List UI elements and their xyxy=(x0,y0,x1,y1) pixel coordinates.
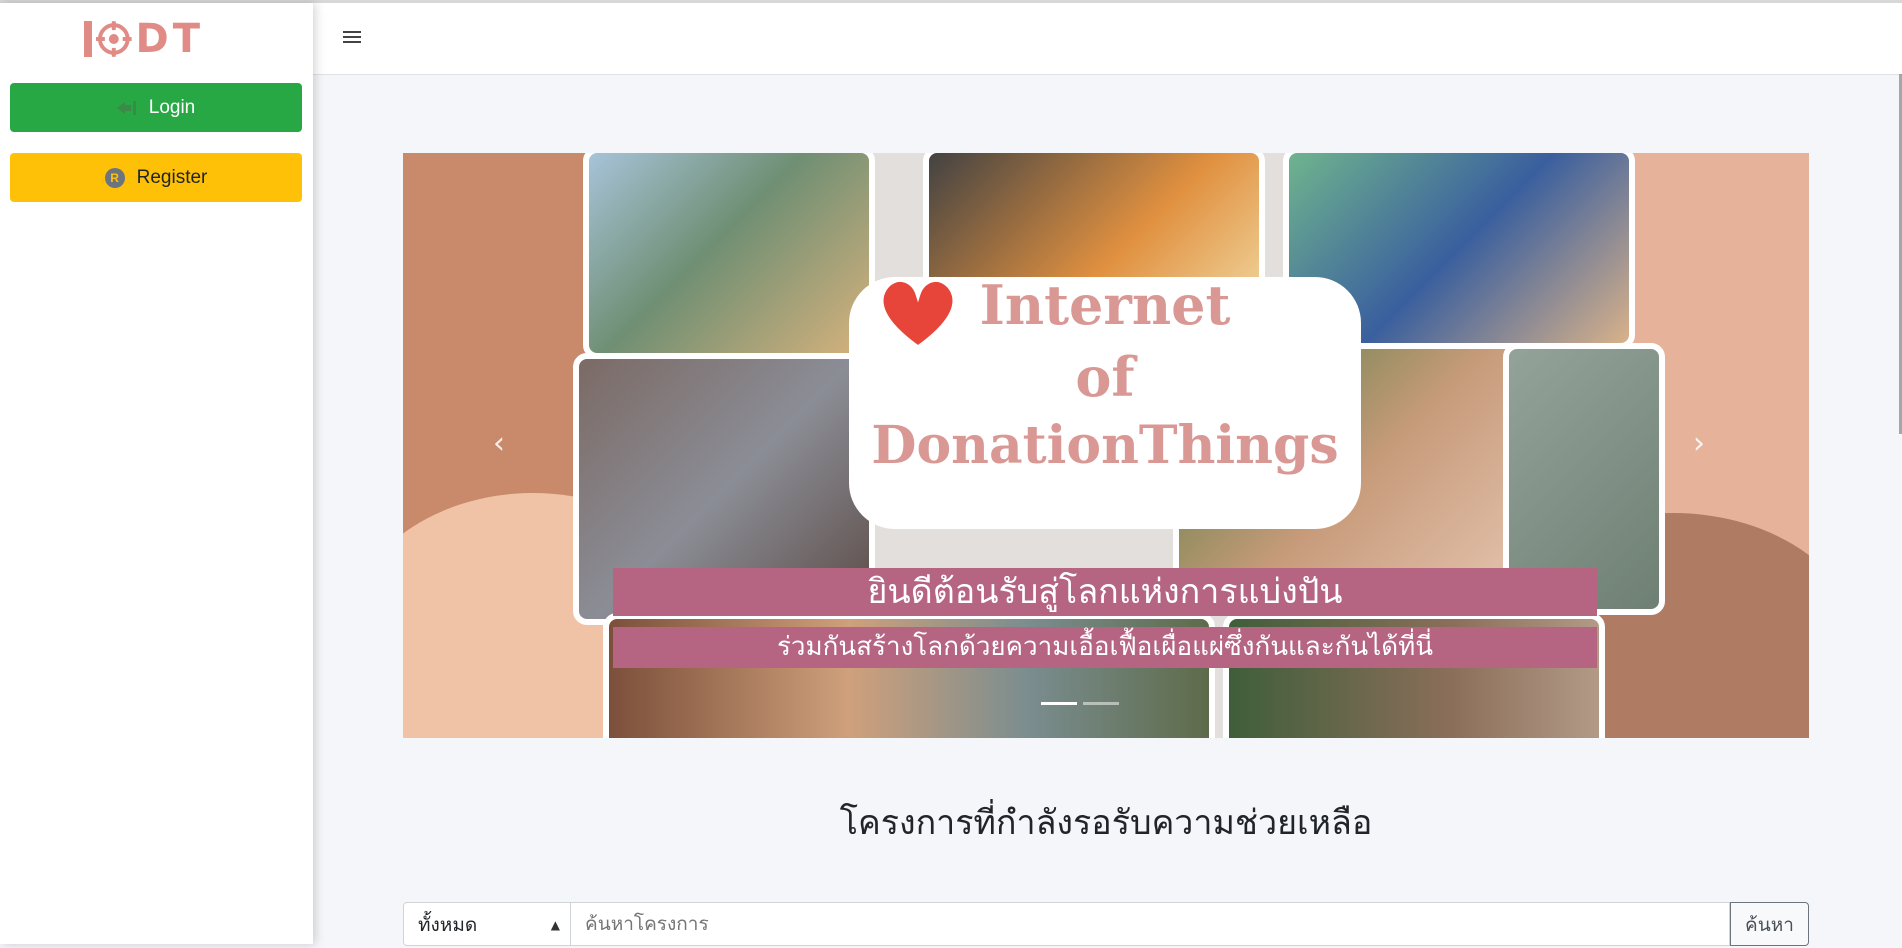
search-input[interactable] xyxy=(571,902,1730,946)
logo-i-bar xyxy=(84,21,92,57)
collage-photo xyxy=(583,153,875,359)
category-select[interactable] xyxy=(403,902,571,946)
logo-text: DT xyxy=(135,16,204,62)
registered-icon: R xyxy=(105,168,125,188)
search-button[interactable]: ค้นหา xyxy=(1730,902,1809,946)
banner-title-line-2: of xyxy=(1075,345,1135,409)
login-icon xyxy=(117,101,137,115)
register-button[interactable] xyxy=(10,153,302,202)
select-arrows-icon: ▲ xyxy=(550,918,560,932)
register-label: Register xyxy=(136,166,208,188)
menu-toggle-icon[interactable] xyxy=(343,28,363,48)
top-navbar xyxy=(313,3,1902,75)
section-title: โครงการที่กำลังรอรับความช่วยเหลือ xyxy=(839,803,1373,843)
login-button[interactable] xyxy=(10,83,302,132)
carousel-caption-subtitle: ร่วมกันสร้างโลกด้วยความเอื้อเฟื้อเผื่อแผ่ซึ่งกันและกันได้ที่นี่ xyxy=(613,627,1597,668)
carousel-caption-title: ยินดีต้อนรับสู่โลกแห่งการแบ่งปัน xyxy=(613,568,1597,616)
project-search-bar xyxy=(403,902,1809,948)
carousel-indicator-active[interactable] xyxy=(1041,702,1077,705)
logo-target-icon xyxy=(96,21,132,57)
carousel-next-icon[interactable]: › xyxy=(1693,426,1705,461)
heart-icon xyxy=(873,268,963,358)
brand-logo[interactable] xyxy=(84,17,204,61)
hero-carousel xyxy=(403,153,1809,738)
sidebar xyxy=(0,3,313,944)
banner-title-line-1: Internet xyxy=(979,273,1231,337)
banner-title-line-3: DonationThings xyxy=(871,415,1339,476)
carousel-prev-icon[interactable]: ‹ xyxy=(493,426,505,461)
carousel-indicator[interactable] xyxy=(1083,702,1119,705)
login-label: Login xyxy=(148,96,196,118)
category-select-value: ทั้งหมด xyxy=(418,914,478,936)
